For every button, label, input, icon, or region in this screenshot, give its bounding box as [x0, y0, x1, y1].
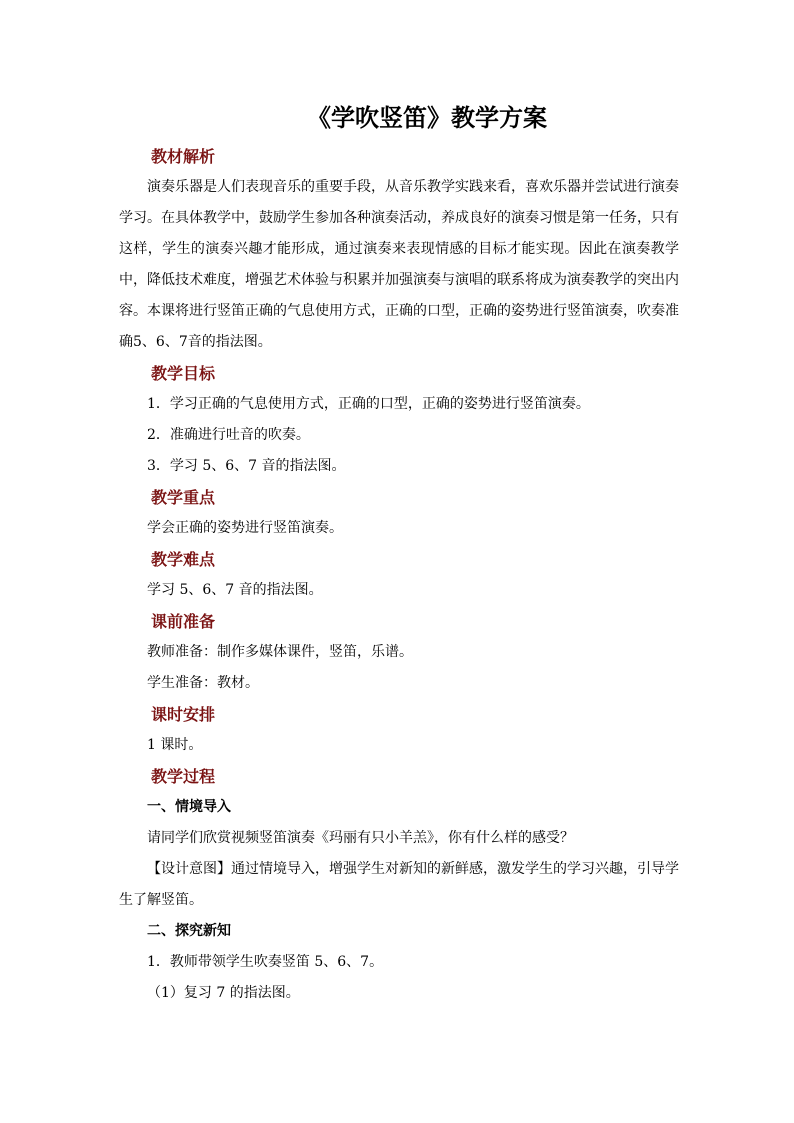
document-title: 《学吹竖笛》教学方案	[307, 103, 547, 132]
document-body	[119, 141, 679, 1009]
goal-item-3: 3．学习 5、6、7 音的指法图。	[147, 458, 346, 474]
heading-difficulties: 教学难点	[151, 550, 216, 569]
process-part1-heading: 一、情境导入	[147, 799, 231, 815]
heading-process: 教学过程	[151, 767, 216, 786]
analysis-paragraph: 演奏乐器是人们表现音乐的重要手段，从音乐教学实践来看，喜欢乐器并尝试进行演奏学习。在具体教学中，鼓励学生参加各种演奏活动，养成良好的演奏习惯是第一任务，只有这样，学生的演奏兴趣才能形成，通过演奏来表现情感的目标才能实现。因此在演奏教学中，降低技术难度，增强艺术体验与积累并加强演奏与演唱的联系将成为演奏教学的突出内容。本课将进行竖笛正确的气息使用方式，正确的口型，正确的姿势进行竖笛演奏，吹奏准确5、6、7音的指法图。	[119, 179, 679, 350]
heading-schedule: 课时安排	[151, 705, 216, 724]
difficulties-text: 学习 5、6、7 音的指法图。	[147, 582, 323, 598]
process-part1-text: 请同学们欣赏视频竖笛演奏《玛丽有只小羊羔》，你有什么样的感受？	[147, 830, 574, 846]
heading-preparation: 课前准备	[151, 612, 216, 631]
heading-goals: 教学目标	[151, 364, 216, 383]
key-points-text: 学会正确的姿势进行竖笛演奏。	[147, 520, 343, 536]
heading-analysis: 教材解析	[151, 147, 216, 166]
process-part1-design-intent: 【设计意图】通过情境导入，增强学生对新知的新鲜感，激发学生的学习兴趣，引导学生了解竖笛。	[119, 861, 679, 908]
goal-item-1: 1．学习正确的气息使用方式，正确的口型，正确的姿势进行竖笛演奏。	[147, 396, 590, 412]
heading-key-points: 教学重点	[151, 488, 216, 507]
teacher-preparation: 教师准备：制作多媒体课件，竖笛，乐谱。	[147, 644, 413, 660]
process-part2-step1a: （1）复习 7 的指法图。	[147, 985, 300, 1001]
schedule-text: 1 课时。	[147, 737, 203, 753]
process-part2-heading: 二、探究新知	[147, 923, 231, 939]
student-preparation: 学生准备：教材。	[147, 675, 259, 691]
goal-item-2: 2．准确进行吐音的吹奏。	[147, 427, 310, 443]
process-part2-step1: 1．教师带领学生吹奏竖笛 5、6、7。	[147, 954, 384, 970]
